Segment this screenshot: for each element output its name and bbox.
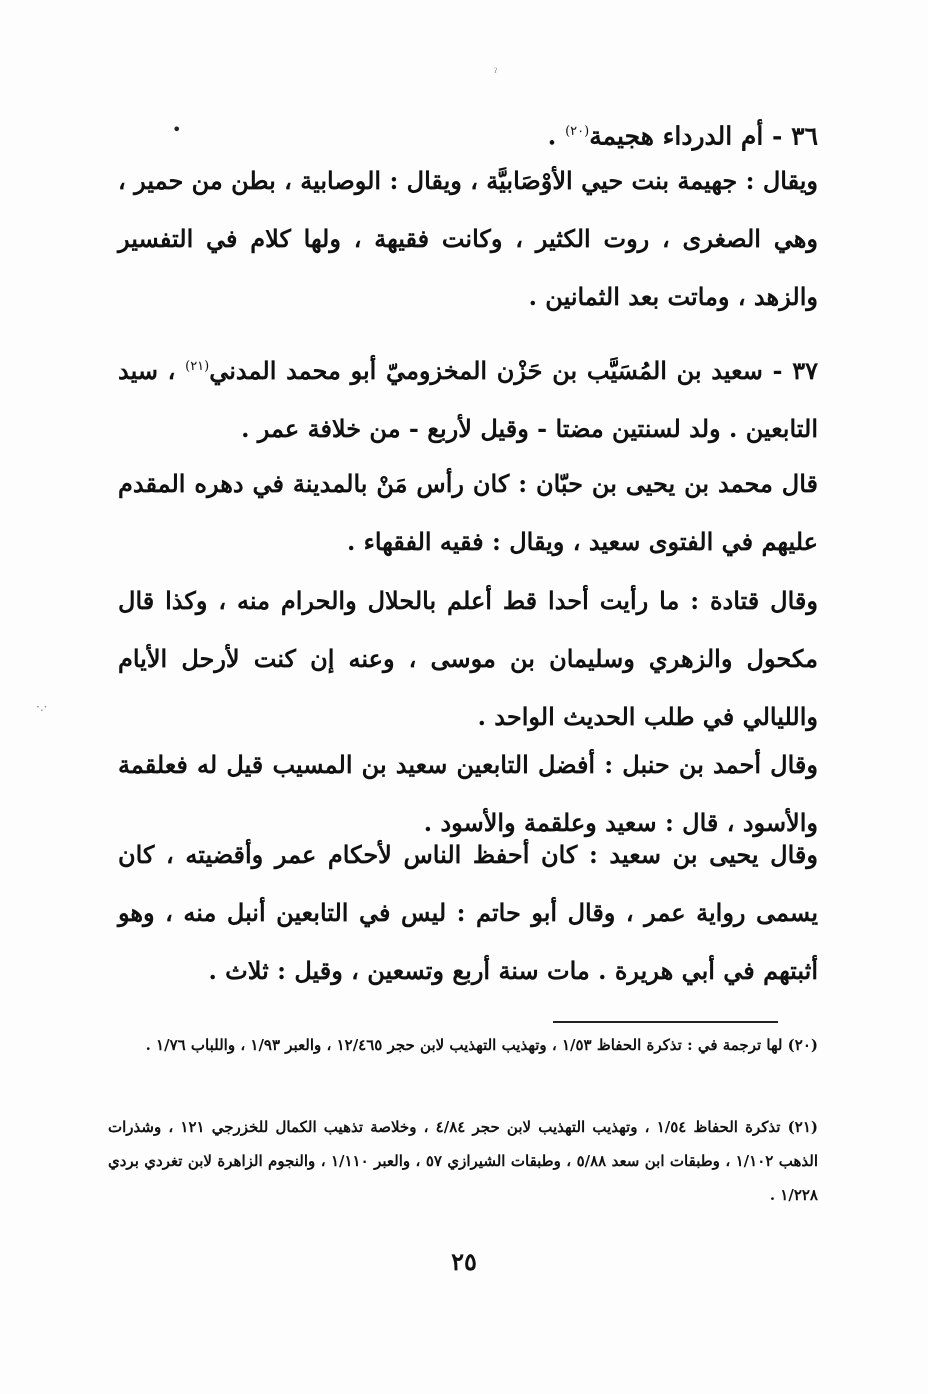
entry-trail: . — [547, 121, 566, 151]
entry-37-text: ، سيد التابعين . ولد لسنتين مضتا - وقيل لأربع - من خلافة عمر . — [118, 356, 818, 443]
entry-title: - أم الدرداء هجيمة — [589, 121, 783, 151]
paragraph-yahya: وقال يحيى بن سعيد : كان أحفظ الناس لأحكام عمر وأقضيته ، كان يسمى رواية عمر ، وقال أبو حاتم : ليس في التابعين أنبل منه ، وهو أثبتهم في أبي هريرة . مات سنة أربع وتسعين ، وقيل : ثلاث . — [118, 840, 818, 985]
footnote-21: (٢١) تذكرة الحفاظ ١/٥٤ ، وتهذيب التهذيب لابن حجر ٤/٨٤ ، وخلاصة تذهيب الكمال للخزرجي ١٢١ ، وشذرات الذهب ١/١٠٢ ، وطبقات ابن سعد ٥/٨٨ ، وطبقات الشيرازي ٥٧ ، والعبر ١/١١٠ ، والنجوم الزاهرة لابن تغردي بردي ١/٢٢٨ . — [108, 1118, 819, 1204]
paragraph-juhaima: ويقال : جهيمة بنت حيي الأوْصَابيَّة ، ويقال : الوصابية ، بطن من حمير ، وهي الصغرى ، روت الكثير ، وكانت فقيهة ، ولها كلام في التفسير والزهد ، وماتت بعد الثمانين . — [118, 166, 818, 311]
paragraph-qatada: وقال قتادة : ما رأيت أحدا قط أعلم بالحلال والحرام منه ، وكذا قال مكحول والزهري وسليمان بن موسى ، وعنه إن كنت لأرحل الأيام والليالي في طلب الحديث الواحد . — [118, 586, 818, 731]
paragraph-ahmad: وقال أحمد بن حنبل : أفضل التابعين سعيد بن المسيب قيل له فعلقمة والأسود ، قال : سعيد وعلقمة والأسود . — [118, 750, 818, 837]
footnote-20: (٢٠) لها ترجمة في : تذكرة الحفاظ ١/٥٣ ، وتهذيب التهذيب لابن حجر ١٢/٤٦٥ ، والعبر ١/٩٣ ، واللباب ١/٧٦ . — [145, 1036, 818, 1054]
scan-speck: ˀ — [494, 66, 498, 80]
scan-speck: ·.· — [36, 700, 48, 714]
scan-speck: • — [172, 120, 182, 139]
entry-number: ٣٦ — [791, 121, 818, 151]
footnote-ref-20[interactable]: (٢٠) — [565, 124, 590, 139]
entry-36-heading — [118, 112, 818, 156]
entry-37-heading: ٣٧ - سعيد بن المُسَيَّب بن حَزْن المخزوميّ أبو محمد المدني — [209, 356, 818, 385]
footnote-separator — [553, 1021, 778, 1023]
page-number: ٢٥ — [451, 1247, 477, 1276]
footnote-ref-21[interactable]: (٢١) — [185, 359, 210, 374]
entry-37-paragraph — [118, 338, 818, 458]
paragraph-ibn-hibban: قال محمد بن يحيى بن حبّان : كان رأس مَنْ بالمدينة في دهره المقدم عليهم في الفتوى سعيد ، ويقال : فقيه الفقهاء . — [118, 469, 818, 556]
